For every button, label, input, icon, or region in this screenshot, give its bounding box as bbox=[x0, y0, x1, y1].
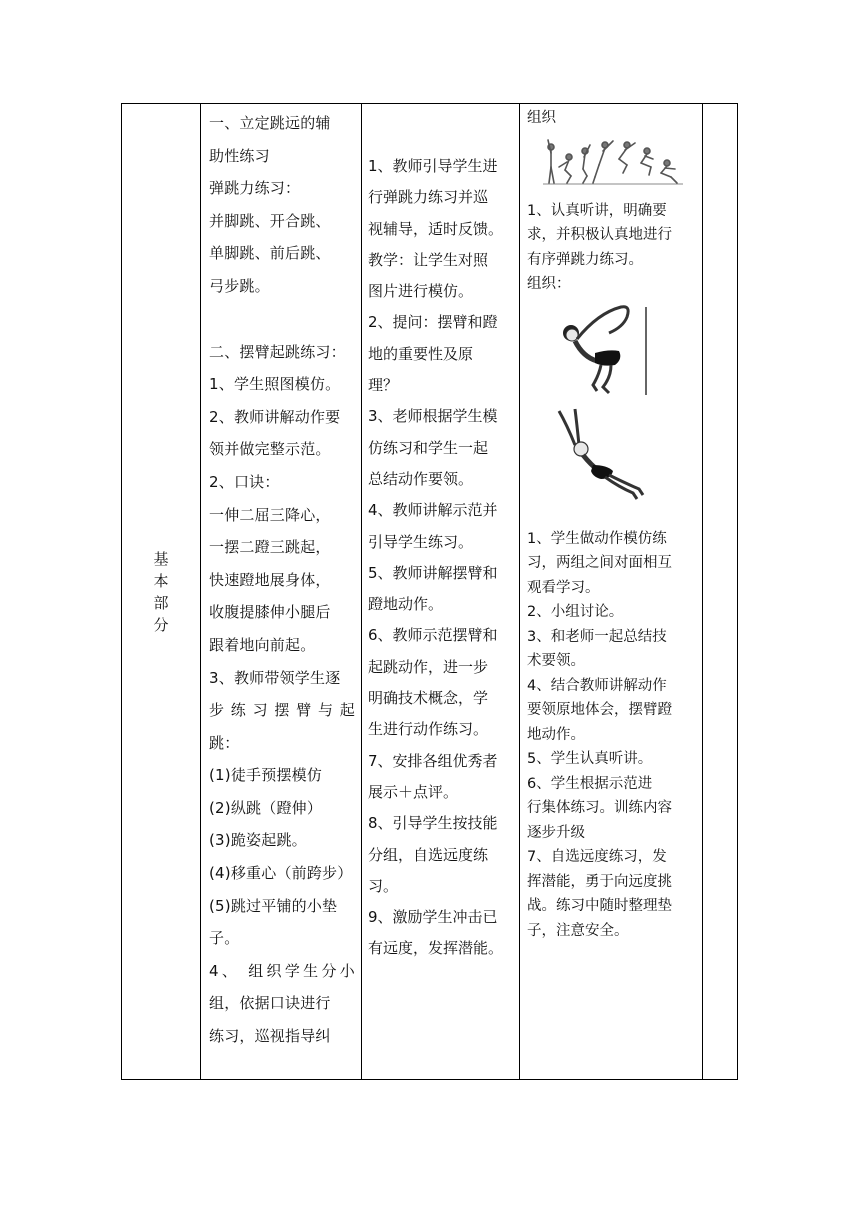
student-activity-column bbox=[520, 104, 702, 1079]
student-activity-line: 求，并积极认真地进行 bbox=[527, 227, 672, 243]
teaching-content-line: (1)徒手预摆模仿 bbox=[209, 766, 323, 785]
teacher-activity-line: 视辅导，适时反馈。 bbox=[368, 219, 504, 238]
teacher-activity-line: 仿练习和学生一起 bbox=[368, 438, 489, 457]
section-label-char: 基 bbox=[153, 550, 169, 568]
student-activity-line: 逐步升级 bbox=[527, 824, 585, 841]
teaching-content-line: 二、摆臂起跳练习： bbox=[209, 342, 346, 361]
student-activity-line: 有序弹跳力练习。 bbox=[527, 251, 643, 268]
student-activity-line: 挥潜能，勇于向远度挑 bbox=[527, 873, 672, 890]
teacher-activity-line: 1、教师引导学生进 bbox=[368, 157, 498, 175]
student-activity-line: 行集体练习。训练内容 bbox=[527, 800, 672, 816]
column-divider bbox=[702, 104, 703, 1079]
teaching-content-line: (5)跳过平铺的小垫 bbox=[209, 896, 338, 915]
teacher-activity-line: 起跳动作，进一步 bbox=[368, 657, 489, 676]
student-activity-line: 习，两组之间对面相互 bbox=[527, 555, 672, 571]
student-activity-line: 地动作。 bbox=[527, 726, 585, 743]
teaching-content-line: 一伸二屈三降心， bbox=[209, 505, 331, 524]
teaching-content-line: 单脚跳、前后跳、 bbox=[209, 244, 331, 263]
teaching-content-line: 4、 组织学生分小 bbox=[209, 961, 355, 980]
student-activity-line: 6、学生根据示范进 bbox=[527, 775, 653, 792]
student-activity-line: 2、小组讨论。 bbox=[527, 604, 624, 620]
teaching-content-line: 并脚跳、开合跳、 bbox=[209, 211, 331, 230]
teaching-content-line: 助性练习 bbox=[209, 146, 270, 165]
teacher-activity-line: 2、提问：摆臂和蹬 bbox=[368, 313, 498, 332]
teaching-content-line: 一摆二蹬三跳起， bbox=[209, 538, 331, 557]
organization-heading: 组织： bbox=[527, 276, 571, 292]
arm-swing-crouch-figure bbox=[553, 305, 653, 397]
teacher-activity-line: 习。 bbox=[368, 876, 399, 895]
student-activity-line: 战。练习中随时整理垫 bbox=[527, 898, 672, 914]
standing-long-jump-sequence-figure bbox=[543, 137, 683, 187]
teaching-content-line: 一、立定跳远的辅 bbox=[209, 114, 331, 132]
section-label bbox=[122, 548, 200, 636]
teaching-content-line: 跳： bbox=[209, 733, 240, 752]
student-activity-line: 3、和老师一起总结技 bbox=[527, 628, 667, 645]
teacher-activity-line: 地的重要性及原 bbox=[368, 344, 474, 363]
teaching-content-line bbox=[209, 303, 355, 336]
teacher-activity-line: 7、安排各组优秀者 bbox=[368, 751, 498, 770]
teacher-activity-line: 明确技术概念，学 bbox=[368, 689, 489, 708]
teacher-activity-line: 总结动作要领。 bbox=[368, 469, 474, 488]
teaching-content-column bbox=[201, 104, 361, 1079]
section-column bbox=[122, 104, 200, 1079]
takeoff-extension-figure bbox=[553, 405, 653, 505]
student-activity-block bbox=[527, 527, 698, 944]
student-activity-line: 4、结合教师讲解动作 bbox=[527, 677, 667, 694]
teacher-activity-line: 6、教师示范摆臂和 bbox=[368, 626, 498, 645]
teaching-content-line: 3、教师带领学生逐 bbox=[209, 668, 341, 687]
teacher-activity-line: 理？ bbox=[368, 376, 399, 395]
teaching-content-line: (3)跪姿起跳。 bbox=[209, 831, 307, 850]
teacher-activity-line: 4、教师讲解示范并 bbox=[368, 501, 498, 520]
student-activity-line: 术要领。 bbox=[527, 653, 585, 669]
teacher-activity-line: 教学：让学生对照 bbox=[368, 250, 489, 269]
teacher-activity-line: 3、老师根据学生模 bbox=[368, 407, 498, 426]
student-activity-line: 7、自选远度练习，发 bbox=[527, 849, 667, 865]
teacher-activity-line: 5、教师讲解摆臂和 bbox=[368, 563, 498, 582]
teaching-content-line: 1、学生照图模仿。 bbox=[209, 375, 341, 394]
student-activity-line: 要领原地体会，摆臂蹬 bbox=[527, 702, 672, 718]
teacher-activity-line: 行弹跳力练习并巡 bbox=[368, 188, 489, 207]
teaching-content-line: 2、口诀： bbox=[209, 472, 280, 491]
teacher-activity-column bbox=[362, 104, 519, 1079]
teacher-activity-line: 有远度，发挥潜能。 bbox=[368, 939, 504, 958]
section-label-char: 分 bbox=[153, 616, 169, 634]
teacher-activity-line: 图片进行模仿。 bbox=[368, 282, 474, 301]
teaching-content-line: 2、教师讲解动作要 bbox=[209, 407, 341, 426]
teacher-activity-line: 分组，自选远度练 bbox=[368, 845, 489, 864]
teaching-content-line: (4)移重心（前跨步） bbox=[209, 864, 353, 883]
teacher-activity-line: 9、激励学生冲击已 bbox=[368, 908, 498, 927]
teaching-content-line: 领并做完整示范。 bbox=[209, 440, 331, 459]
teacher-activity-line: 蹬地动作。 bbox=[368, 595, 444, 614]
teaching-content-line: 快速蹬地展身体， bbox=[209, 570, 331, 589]
teaching-content-line: 组，依据口诀进行 bbox=[209, 994, 331, 1013]
section-label-char: 本 bbox=[153, 572, 169, 590]
section-label-char: 部 bbox=[153, 594, 169, 612]
teaching-content-line: 跟着地向前起。 bbox=[209, 635, 316, 654]
lesson-plan-table bbox=[121, 103, 738, 1080]
teaching-content-line: 子。 bbox=[209, 929, 240, 948]
teacher-activity-line: 展示＋点评。 bbox=[368, 782, 459, 801]
student-activity-line: 子，注意安全。 bbox=[527, 922, 629, 939]
teaching-content-line: 步 练 习 摆 臂 与 起 bbox=[209, 701, 355, 720]
teaching-content-line: (2)纵跳（蹬伸） bbox=[209, 798, 323, 817]
teaching-content-line: 练习，巡视指导纠 bbox=[209, 1027, 331, 1046]
teaching-content-line: 弓步跳。 bbox=[209, 276, 270, 295]
organization-heading: 组织 bbox=[527, 110, 556, 126]
teacher-activity-line: 8、引导学生按技能 bbox=[368, 814, 498, 833]
student-activity-line: 1、学生做动作模仿练 bbox=[527, 530, 667, 547]
teaching-content-line: 弹跳力练习： bbox=[209, 179, 301, 198]
teaching-content-line: 收腹提膝伸小腿后 bbox=[209, 603, 331, 622]
teacher-activity-line: 生进行动作练习。 bbox=[368, 720, 489, 739]
student-activity-line: 观看学习。 bbox=[527, 579, 600, 596]
teacher-activity-line: 引导学生练习。 bbox=[368, 532, 474, 551]
student-activity-line: 1、认真听讲，明确要 bbox=[527, 202, 667, 219]
student-activity-line: 5、学生认真听讲。 bbox=[527, 751, 653, 767]
